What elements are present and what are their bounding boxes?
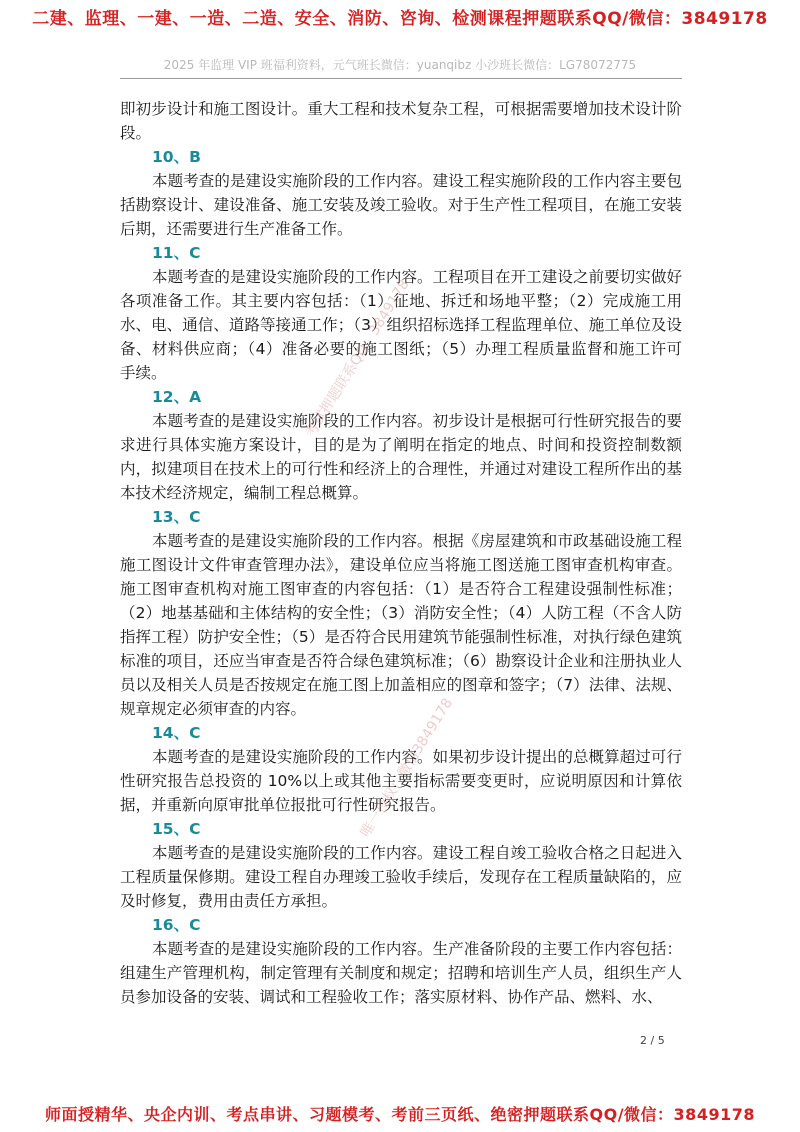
answer-explanation: 本题考查的是建设实施阶段的工作内容。工程项目在开工建设之前要切实做好各项准备工作。其主要内容包括：（1）征地、拆迁和场地平整；（2）完成施工用水、电、通信、道路等接通工作；（3）组织招标选择工程监理单位、施工单位及设备、材料供应商；（4）准备必要的施工图纸；（5）办理工程质量监督和施工许可手续。 — [120, 268, 682, 382]
document-body — [120, 97, 682, 1009]
top-promo-banner: 二建、监理、一建、一造、二造、安全、消防、咨询、检测课程押题联系QQ/微信：3849178 — [32, 9, 768, 29]
answer-number: 16、C — [152, 916, 201, 934]
intro-paragraph: 即初步设计和施工图设计。重大工程和技术复杂工程，可根据需要增加技术设计阶段。 — [120, 100, 682, 142]
page-number: 2 / 5 — [640, 1034, 665, 1047]
header-divider — [120, 78, 682, 79]
bottom-promo-banner: 师面授精华、央企内训、考点串讲、习题模考、考前三页纸、绝密押题联系QQ/微信：3849178 — [45, 1105, 755, 1124]
answer-number: 11、C — [152, 244, 201, 262]
answer-explanation: 本题考查的是建设实施阶段的工作内容。初步设计是根据可行性研究报告的要求进行具体实施方案设计，目的是为了阐明在指定的地点、时间和投资控制数额内，拟建项目在技术上的可行性和经济上的合理性，并通过对建设工程所作出的基本技术经济规定，编制工程总概算。 — [120, 412, 682, 502]
answer-number: 14、C — [152, 724, 201, 742]
answer-explanation: 本题考查的是建设实施阶段的工作内容。建设工程实施阶段的工作内容主要包括勘察设计、建设准备、施工安装及竣工验收。对于生产性工程项目，在施工安装后期，还需要进行生产准备工作。 — [120, 172, 682, 238]
answer-number: 15、C — [152, 820, 201, 838]
answer-explanation: 本题考查的是建设实施阶段的工作内容。建设工程自竣工验收合格之日起进入工程质量保修期。建设工程自办理竣工验收手续后，发现存在工程质量缺陷的，应及时修复，费用由责任方承担。 — [120, 844, 682, 910]
answer-explanation: 本题考查的是建设实施阶段的工作内容。生产准备阶段的主要工作内容包括：组建生产管理机构，制定管理有关制度和规定；招聘和培训生产人员，组织生产人员参加设备的安装、调试和工程验收工作；落实原材料、协作产品、燃料、水、 — [120, 940, 682, 1006]
watermark-text: 唯一授权：微信3849178 — [357, 695, 457, 841]
answer-explanation: 本题考查的是建设实施阶段的工作内容。根据《房屋建筑和市政基础设施工程施工图设计文件审查管理办法》，建设单位应当将施工图送施工图审查机构审查。施工图审查机构对施工图审查的内容包括：（1）是否符合工程建设强制性标准；（2）地基基础和主体结构的安全性；（3）消防安全性；（4）人防工程（不含人防指挥工程）防护安全性；（5）是否符合民用建筑节能强制性标准，对执行绿色建筑标准的项目，还应当审查是否符合绿色建筑标准；（6）勘察设计企业和注册执业人员以及相关人员是否按规定在施工图上加盖相应的图章和签字；（7）法律、法规、规章规定必须审查的内容。 — [120, 532, 682, 718]
answer-explanation: 本题考查的是建设实施阶段的工作内容。如果初步设计提出的总概算超过可行性研究报告总投资的 10%以上或其他主要指标需要变更时，应说明原因和计算依据，并重新向原审批单位报批可行性研究报告。 — [120, 748, 682, 814]
answer-number: 13、C — [152, 508, 201, 526]
watermark-text: 考试押题联系QQ：3849178 — [302, 276, 413, 441]
answer-number: 12、A — [152, 388, 202, 406]
answer-number: 10、B — [152, 148, 201, 166]
header-note: 2025 年监理 VIP 班福利资料，元气班长微信：yuanqibz 小沙班长微信：LG78072775 — [163, 58, 637, 72]
